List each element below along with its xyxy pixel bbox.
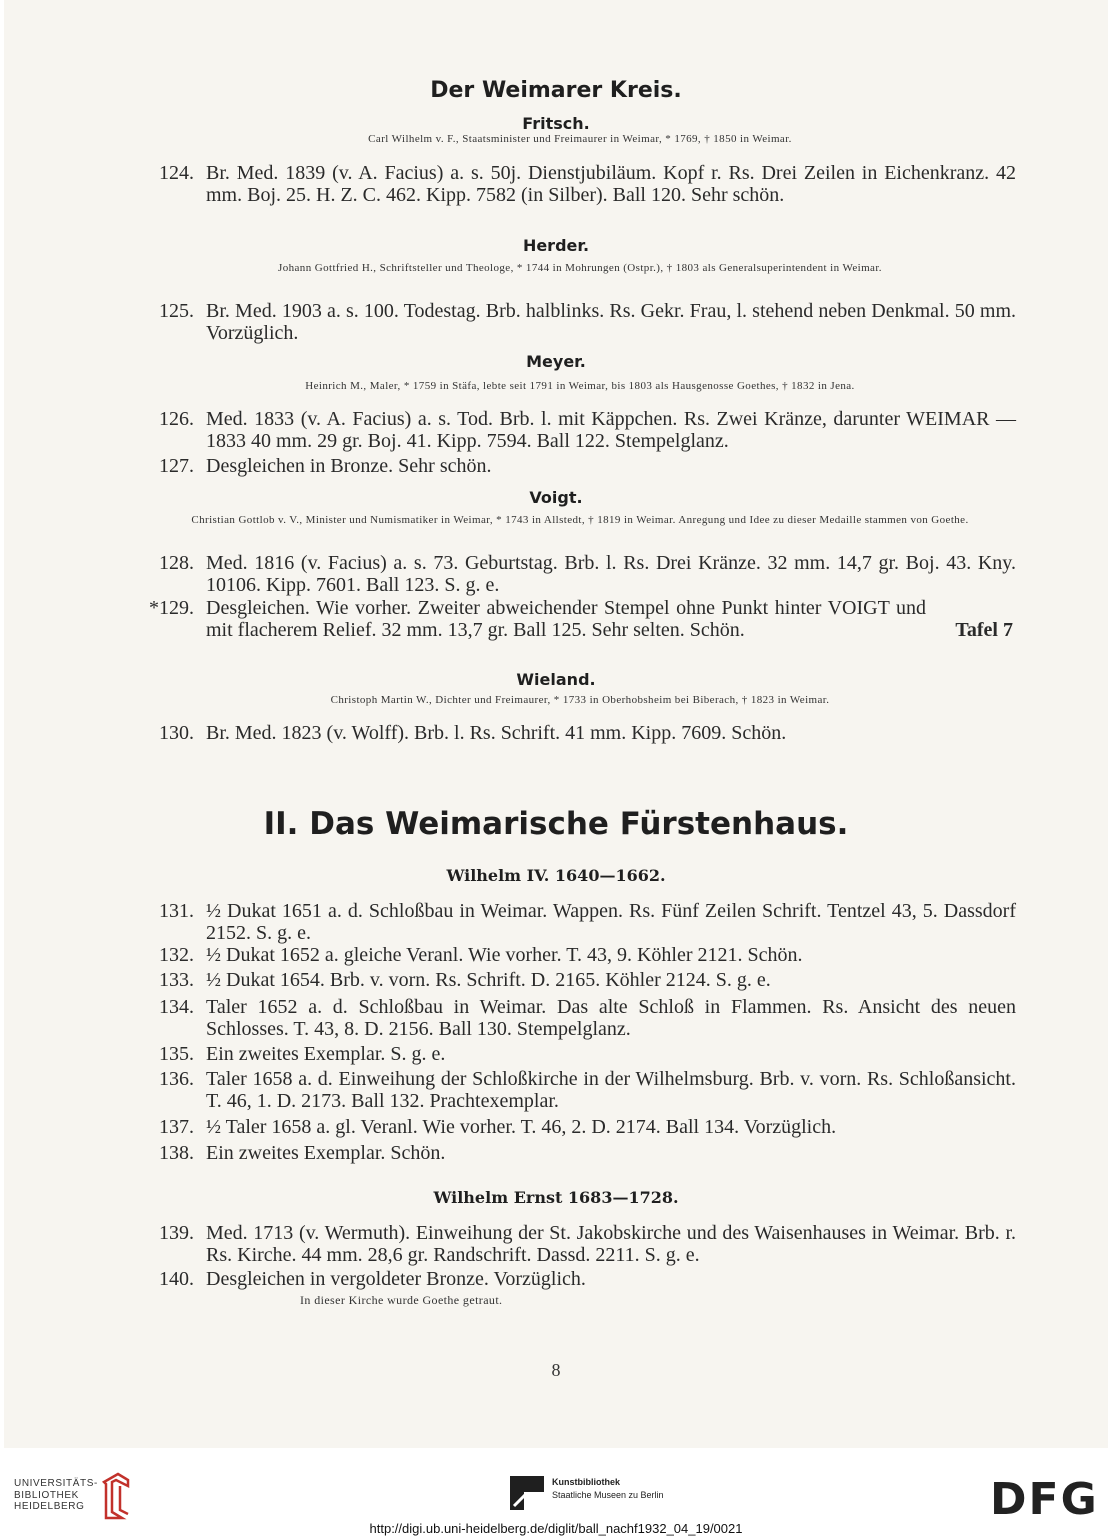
entry-number: 128. [159,552,194,574]
entry-text: ½ Dukat 1654. Brb. v. vorn. Rs. Schrift. D. 2165. Köhler 2124. S. g. e. [206,969,771,991]
entry-number: 127. [159,455,194,477]
entry-number: *129. [149,597,194,619]
entry-text: Ein zweites Exemplar. S. g. e. [206,1043,446,1065]
entry-text: ½ Dukat 1652 a. gleiche Veranl. Wie vorher. T. 43, 9. Köhler 2121. Schön. [206,944,803,966]
catalog-entry [140,300,1015,344]
catalog-entry [140,552,1015,596]
catalog-entry [140,1222,1015,1266]
group-note: Carl Wilhelm v. F., Staatsminister und Freimaurer in Weimar, * 1769, † 1850 in Weimar. [368,133,792,145]
library-name-line: BIBLIOTHEK [14,1489,79,1501]
entry-number: 136. [159,1068,194,1090]
dfg-logo[interactable]: DFG [990,1474,1099,1525]
catalog-entry [140,597,1015,641]
group-note: Heinrich M., Maler, * 1759 in Stäfa, lebte seit 1791 in Weimar, bis 1803 als Hausgenosse Goethes, † 1832 in Jena. [305,380,855,392]
catalog-entry [140,996,1015,1040]
catalog-entry [140,455,1015,477]
kb-line: Staatliche Museen zu Berlin [552,1490,664,1500]
entry-text: ½ Dukat 1651 a. d. Schloßbau in Weimar. Wappen. Rs. Fünf Zeilen Schrift. Tentzel 43, 5. Dassdorf 2152. S. g. e. [206,900,1016,944]
entry-number: 140. [159,1268,194,1290]
entry-text: Desgleichen in Bronze. Sehr schön. [206,455,492,477]
footnote: In dieser Kirche wurde Goethe getraut. [300,1293,503,1307]
catalog-entry [140,1142,1015,1164]
group-note: Christian Gottlob v. V., Minister und Numismatiker in Weimar, * 1743 in Allstedt, † 1819 in Weimar. Anregung und Idee zu dieser Medaille stammen von Goethe. [191,514,969,526]
entry-text: Taler 1658 a. d. Einweihung der Schloßkirche in der Wilhelmsburg. Brb. v. vorn. Rs. Schloßansicht. T. 46, 1. D. 2173. Ball 132. Prachtexemplar. [206,1068,1016,1112]
catalog-entry [140,1068,1015,1112]
kunstbibliothek-name[interactable] [552,1476,664,1502]
entry-number: 139. [159,1222,194,1244]
entry-text: Br. Med. 1823 (v. Wolff). Brb. l. Rs. Schrift. 41 mm. Kipp. 7609. Schön. [206,722,787,744]
entry-text: Desgleichen in vergoldeter Bronze. Vorzüglich. [206,1268,586,1290]
entry-text: Taler 1652 a. d. Schloßbau in Weimar. Das alte Schloß in Flammen. Rs. Ansicht des neuen Schlosses. T. 43, 8. D. 2156. Ball 130. Stempelglanz. [206,996,1016,1040]
entry-text: Med. 1816 (v. Facius) a. s. 73. Geburtstag. Brb. l. Rs. Drei Kränze. 32 mm. 14,7 gr. Boj. 43. Kny. 10106. Kipp. 7601. Ball 123. S. g. e. [206,552,1016,596]
plate-reference: Tafel 7 [955,619,1013,641]
catalog-entry [140,900,1015,944]
group-title: Wilhelm Ernst 1683—1728. [433,1188,679,1207]
entry-text: Desgleichen. Wie vorher. Zweiter abweichender Stempel ohne Punkt hinter VOIGT und mit flacherem Relief. 32 mm. 13,7 gr. Ball 125. Sehr selten. Schön. [206,597,926,641]
kunstbibliothek-logo-icon[interactable] [510,1476,544,1510]
entry-number: 133. [159,969,194,991]
entry-number: 125. [159,300,194,322]
catalog-entry [140,944,1015,966]
entry-number: 130. [159,722,194,744]
source-url-link[interactable]: http://digi.ub.uni-heidelberg.de/diglit/ball_nachf1932_04_19/0021 [369,1521,743,1536]
catalog-entry [140,1043,1015,1065]
entry-number: 135. [159,1043,194,1065]
entry-text: Med. 1833 (v. A. Facius) a. s. Tod. Brb. l. mit Käppchen. Rs. Zwei Kränze, darunter WEIMAR — 1833 40 mm. 29 gr. Boj. 41. Kipp. 7594. Ball 122. Stempelglanz. [206,408,1016,452]
section-title: II. Das Weimarische Fürstenhaus. [263,806,849,842]
entry-text: ½ Taler 1658 a. gl. Veranl. Wie vorher. T. 46, 2. D. 2174. Ball 134. Vorzüglich. [206,1116,837,1138]
group-title: Meyer. [526,352,586,371]
entry-number: 134. [159,996,194,1018]
group-note: Johann Gottfried H., Schriftsteller und Theologe, * 1744 in Mohrungen (Ostpr.), † 1803 als Generalsuperintendent in Weimar. [278,262,882,274]
group-title: Herder. [522,236,590,255]
catalog-entry [140,408,1015,452]
entry-number: 132. [159,944,194,966]
entry-number: 138. [159,1142,194,1164]
library-name-line: HEIDELBERG [14,1501,85,1512]
page-number: 8 [551,1360,561,1380]
section-title: Der Weimarer Kreis. [430,78,682,103]
kb-line: Kunstbibliothek [552,1477,620,1487]
entry-text: Ein zweites Exemplar. Schön. [206,1142,446,1164]
catalog-entry [140,162,1015,206]
catalog-entry [140,1268,1015,1290]
entry-text: Med. 1713 (v. Wermuth). Einweihung der St. Jakobskirche und des Waisenhauses in Weimar. Brb. r. Rs. Kirche. 44 mm. 28,6 gr. Randschrift. Dassd. 2211. S. g. e. [206,1222,1016,1266]
catalog-entry [140,722,1015,744]
group-title: Fritsch. [522,114,590,133]
group-title: Wilhelm IV. 1640—1662. [446,866,666,885]
university-library-name[interactable] [14,1478,98,1513]
group-title: Wieland. [516,670,596,689]
catalog-entry [140,1116,1015,1138]
entry-number: 126. [159,408,194,430]
group-note: Christoph Martin W., Dichter und Freimaurer, * 1733 in Oberhobsheim bei Biberach, † 1823 in Weimar. [330,694,830,706]
library-name-line: UNIVERSITÄTS- [14,1478,98,1489]
entry-text: Br. Med. 1903 a. s. 100. Todestag. Brb. halblinks. Rs. Gekr. Frau, l. stehend neben Denkmal. 50 mm. Vorzüglich. [206,300,1016,344]
entry-text: Br. Med. 1839 (v. A. Facius) a. s. 50j. Dienstjubiläum. Kopf r. Rs. Drei Zeilen in Eichenkranz. 42 mm. Boj. 25. H. Z. C. 462. Kipp. 7582 (in Silber). Ball 120. Sehr schön. [206,162,1016,206]
entry-number: 124. [159,162,194,184]
group-title: Voigt. [529,488,583,507]
entry-number: 131. [159,900,194,922]
entry-number: 137. [159,1116,194,1138]
catalog-entry [140,969,1015,991]
ub-heidelberg-logo-icon[interactable] [98,1472,134,1520]
